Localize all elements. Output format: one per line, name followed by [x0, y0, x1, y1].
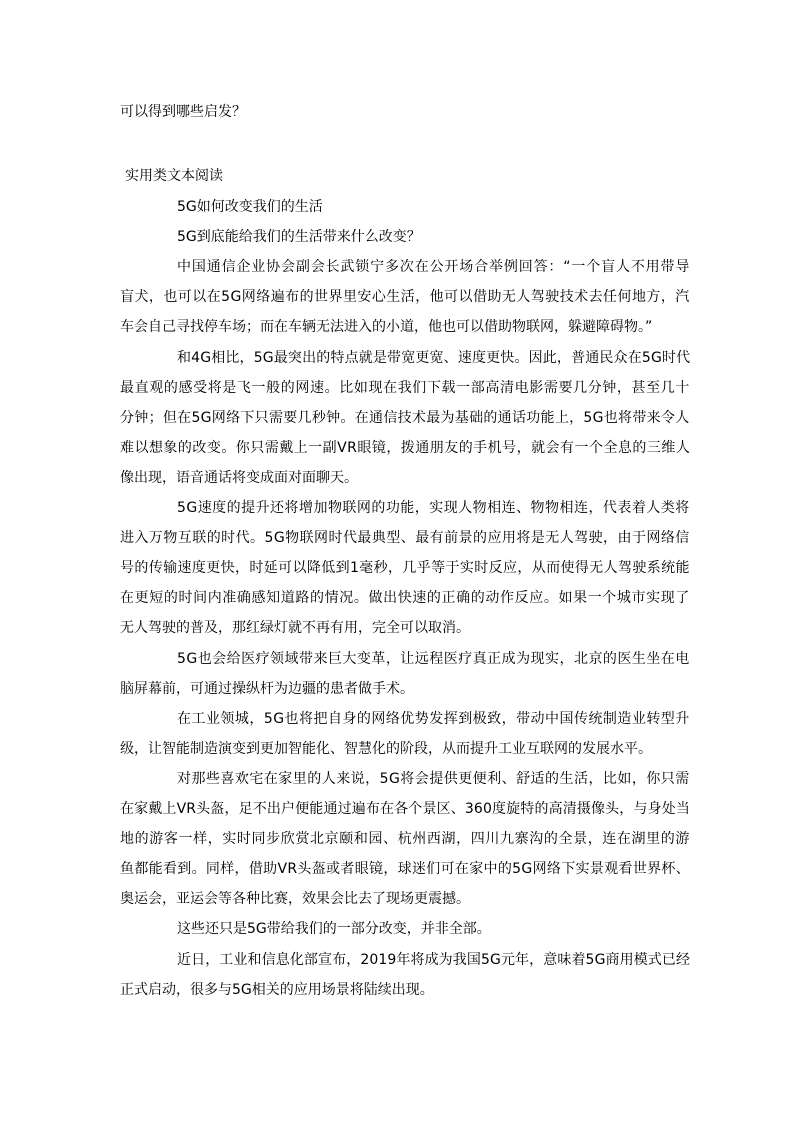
paragraph-3-line: 在更短的时间内准确感知道路的情况。做出快速的正确的动作反应。如果一个城市实现了	[120, 590, 690, 607]
paragraph-1-line: 车会自己寻找停车场；而在车辆无法进入的小道，他也可以借助物联网，躲避障碍物。”	[120, 319, 653, 336]
paragraph-6-line: 鱼都能看到。同样，借助VR头盔或者眼镜，球迷们可在家中的5G网络下实景观看世界杯、	[120, 861, 691, 878]
paragraph-3-line: 号的传输速度更快，时延可以降低到1毫秒，几乎等于实时反应，从而使得无人驾驶系统能	[120, 560, 690, 577]
paragraph-2-line: 和4G相比，5G最突出的特点就是带宽更宽、速度更快。因此，普通民众在5G时代	[177, 349, 691, 366]
paragraph-2-line: 像出现，语音通话将变成面对面聊天。	[120, 469, 358, 486]
paragraph-1-line: 盲犬，也可以在5G网络遍布的世界里安心生活，他可以借助无人驾驶技术去任何地方，汽	[120, 289, 690, 306]
paragraph-6-line: 对那些喜欢宅在家里的人来说，5G将会提供更便利、舒适的生活，比如，你只需	[177, 770, 690, 787]
paragraph-4-line: 5G也会给医疗领域带来巨大变革，让远程医疗真正成为现实，北京的医生坐在电	[177, 650, 690, 667]
paragraph-3-line: 5G速度的提升还将增加物联网的功能，实现人物相连、物物相连，代表着人类将	[177, 500, 690, 516]
paragraph-6-line: 奥运会，亚运会等各种比赛，效果会比去了现场更震撼。	[120, 891, 470, 908]
paragraph-2-line: 分钟；但在5G网络下只需要几秒钟。在通信技术最为基础的通话功能上，5G也将带来令人	[120, 409, 690, 426]
paragraph-2-line: 最直观的感受将是飞一般的网速。比如现在我们下载一部高清电影需要几分钟，甚至几十	[120, 379, 690, 396]
paragraph-8-line: 正式启动，很多与5G相关的应用场景将陆续出现。	[120, 981, 434, 998]
previous-question-line: 可以得到哪些启发？	[120, 104, 246, 120]
paragraph-3-line: 进入万物互联的时代。5G物联网时代最典型、最有前景的应用将是无人驾驶，由于网络信	[120, 530, 690, 547]
article-subtitle: 5G到底能给我们的生活带来什么改变？	[177, 229, 421, 245]
article-title: 5G如何改变我们的生活	[177, 199, 323, 215]
paragraph-7-line: 这些还只是5G带给我们的一部分改变，并非全部。	[177, 921, 491, 938]
paragraph-8-line: 近日，工业和信息化部宣布，2019年将成为我国5G元年，意味着5G商用模式已经	[177, 951, 691, 968]
paragraph-6-line: 地的游客一样，实时同步欣赏北京颐和园、杭州西湖，四川九寨沟的全景，连在湖里的游	[120, 831, 690, 848]
paragraph-2-line: 难以想象的改变。你只需戴上一副VR眼镜，拨通朋友的手机号，就会有一个全息的三维人	[120, 439, 691, 456]
paragraph-4-line: 脑屏幕前，可通过操纵杆为边疆的患者做手术。	[120, 680, 414, 697]
paragraph-1-line: 中国通信企业协会副会长武锁宁多次在公开场合举例回答：“一个盲人不用带导	[177, 259, 691, 276]
paragraph-5-line: 在工业领城，5G也将把自身的网络优势发挥到极致，带动中国传统制造业转型升	[177, 710, 690, 727]
section-heading: 实用类文本阅读	[125, 168, 223, 184]
paragraph-6-line: 在家戴上VR头盔，足不出户便能通过遍布在各个景区、360度旋特的高清摄像头，与身处当	[120, 801, 691, 817]
paragraph-3-line: 无人驾驶的普及，那红绿灯就不再有用，完全可以取消。	[120, 620, 470, 637]
paragraph-5-line: 级，让智能制造演变到更加智能化、智慧化的阶段，从而提升工业互联网的发展水平。	[120, 740, 652, 757]
